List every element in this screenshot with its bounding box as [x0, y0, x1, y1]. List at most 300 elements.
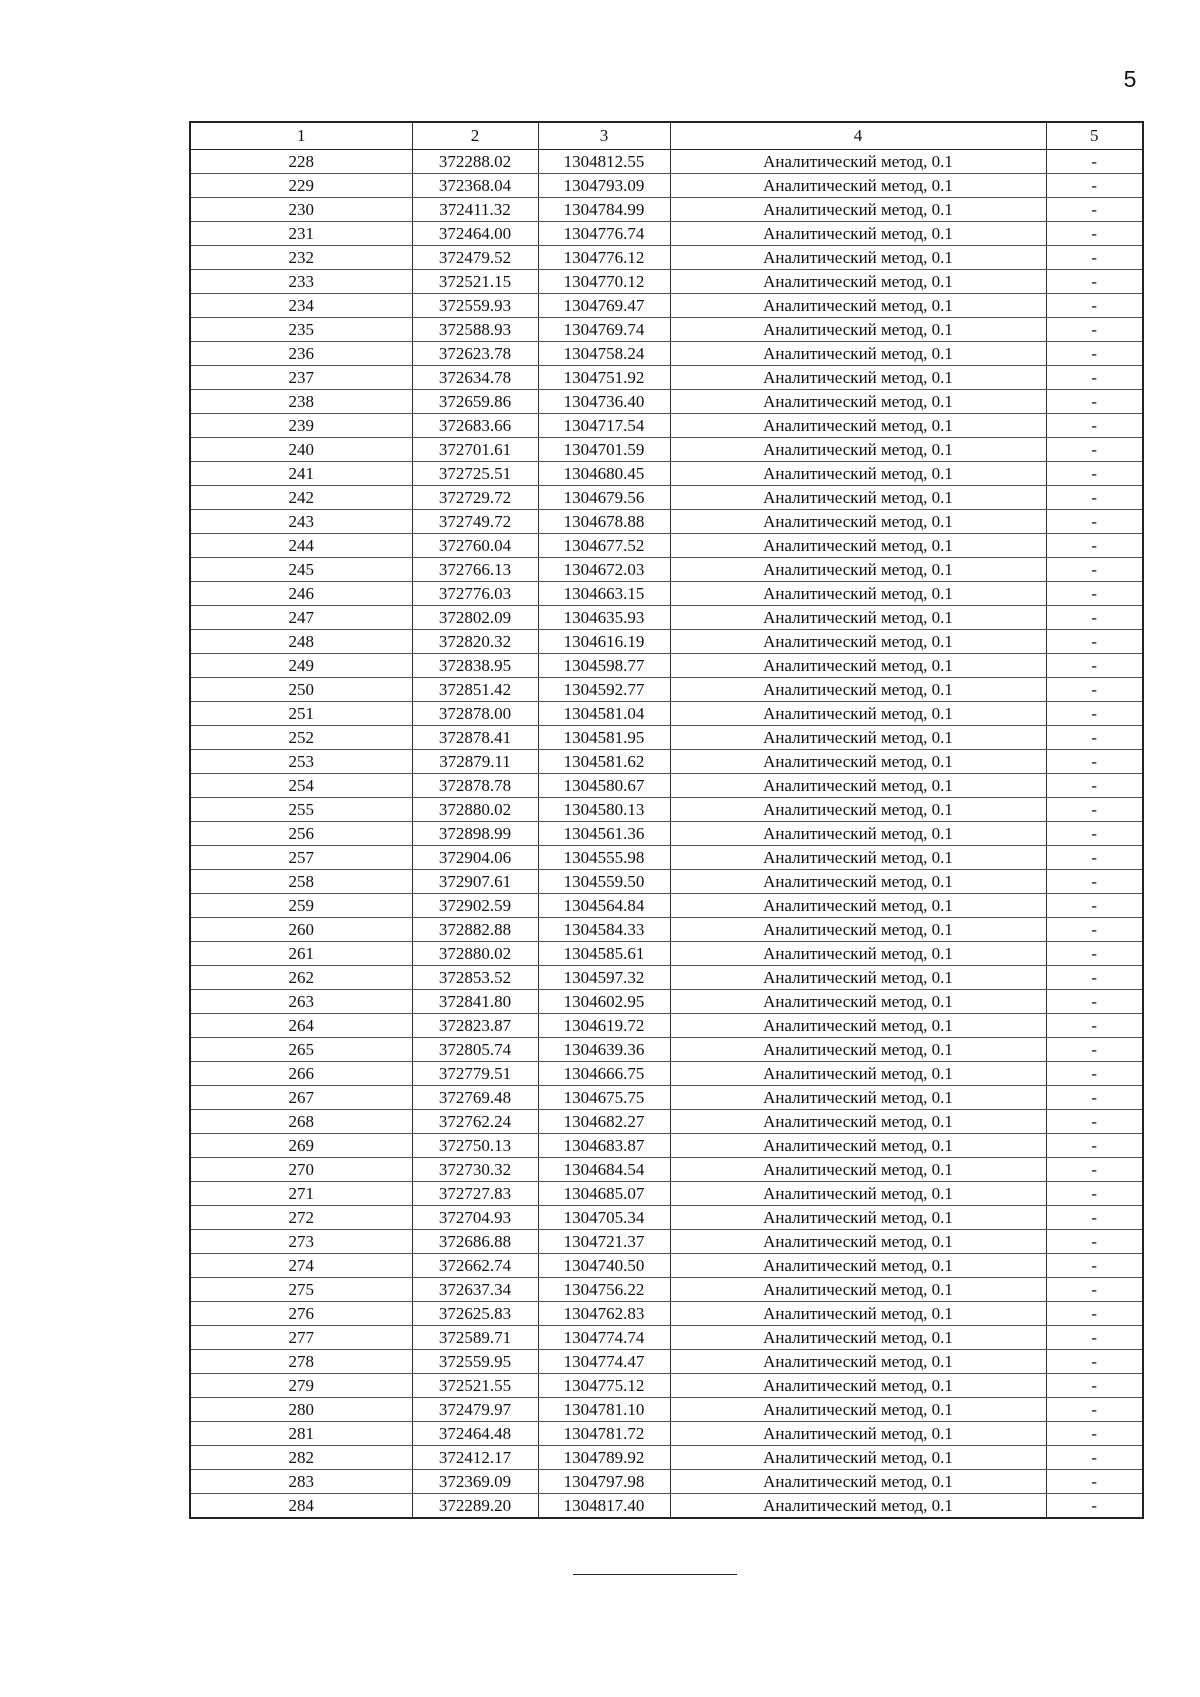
y-coordinate-cell: 1304789.92 — [538, 1446, 670, 1470]
x-coordinate-cell: 372907.61 — [412, 870, 538, 894]
x-coordinate-cell: 372662.74 — [412, 1254, 538, 1278]
table-body — [190, 150, 1143, 1519]
y-coordinate-cell: 1304616.19 — [538, 630, 670, 654]
point-number-cell: 282 — [190, 1446, 412, 1470]
x-coordinate-cell: 372880.02 — [412, 942, 538, 966]
x-coordinate-cell: 372730.32 — [412, 1158, 538, 1182]
y-coordinate-cell: 1304672.03 — [538, 558, 670, 582]
point-number-cell: 265 — [190, 1038, 412, 1062]
y-coordinate-cell: 1304756.22 — [538, 1278, 670, 1302]
method-cell: Аналитический метод, 0.1 — [670, 342, 1046, 366]
point-number-cell: 236 — [190, 342, 412, 366]
x-coordinate-cell: 372288.02 — [412, 150, 538, 174]
note-cell: - — [1046, 1062, 1143, 1086]
x-coordinate-cell: 372802.09 — [412, 606, 538, 630]
y-coordinate-cell: 1304597.32 — [538, 966, 670, 990]
y-coordinate-cell: 1304619.72 — [538, 1014, 670, 1038]
method-cell: Аналитический метод, 0.1 — [670, 1494, 1046, 1519]
point-number-cell: 272 — [190, 1206, 412, 1230]
note-cell: - — [1046, 1206, 1143, 1230]
x-coordinate-cell: 372634.78 — [412, 366, 538, 390]
method-cell: Аналитический метод, 0.1 — [670, 1278, 1046, 1302]
y-coordinate-cell: 1304639.36 — [538, 1038, 670, 1062]
point-number-cell: 256 — [190, 822, 412, 846]
point-number-cell: 273 — [190, 1230, 412, 1254]
note-cell: - — [1046, 1182, 1143, 1206]
y-coordinate-cell: 1304679.56 — [538, 486, 670, 510]
y-coordinate-cell: 1304592.77 — [538, 678, 670, 702]
x-coordinate-cell: 372805.74 — [412, 1038, 538, 1062]
method-cell: Аналитический метод, 0.1 — [670, 510, 1046, 534]
note-cell: - — [1046, 318, 1143, 342]
table-row — [190, 510, 1143, 534]
point-number-cell: 251 — [190, 702, 412, 726]
x-coordinate-cell: 372878.78 — [412, 774, 538, 798]
note-cell: - — [1046, 342, 1143, 366]
note-cell: - — [1046, 390, 1143, 414]
table-row — [190, 654, 1143, 678]
point-number-cell: 283 — [190, 1470, 412, 1494]
note-cell: - — [1046, 198, 1143, 222]
method-cell: Аналитический метод, 0.1 — [670, 1086, 1046, 1110]
note-cell: - — [1046, 822, 1143, 846]
x-coordinate-cell: 372412.17 — [412, 1446, 538, 1470]
x-coordinate-cell: 372880.02 — [412, 798, 538, 822]
x-coordinate-cell: 372589.71 — [412, 1326, 538, 1350]
x-coordinate-cell: 372368.04 — [412, 174, 538, 198]
y-coordinate-cell: 1304812.55 — [538, 150, 670, 174]
method-cell: Аналитический метод, 0.1 — [670, 1062, 1046, 1086]
x-coordinate-cell: 372769.48 — [412, 1086, 538, 1110]
method-cell: Аналитический метод, 0.1 — [670, 150, 1046, 174]
x-coordinate-cell: 372779.51 — [412, 1062, 538, 1086]
point-number-cell: 277 — [190, 1326, 412, 1350]
point-number-cell: 263 — [190, 990, 412, 1014]
table-row — [190, 1374, 1143, 1398]
note-cell: - — [1046, 1158, 1143, 1182]
point-number-cell: 243 — [190, 510, 412, 534]
table-row — [190, 1254, 1143, 1278]
method-cell: Аналитический метод, 0.1 — [670, 630, 1046, 654]
y-coordinate-cell: 1304684.54 — [538, 1158, 670, 1182]
x-coordinate-cell: 372878.00 — [412, 702, 538, 726]
x-coordinate-cell: 372902.59 — [412, 894, 538, 918]
y-coordinate-cell: 1304774.74 — [538, 1326, 670, 1350]
point-number-cell: 230 — [190, 198, 412, 222]
table-row — [190, 318, 1143, 342]
table-row — [190, 222, 1143, 246]
table-row — [190, 1326, 1143, 1350]
x-coordinate-cell: 372898.99 — [412, 822, 538, 846]
method-cell: Аналитический метод, 0.1 — [670, 198, 1046, 222]
point-number-cell: 264 — [190, 1014, 412, 1038]
x-coordinate-cell: 372521.15 — [412, 270, 538, 294]
table-row — [190, 942, 1143, 966]
header-cell-4: 4 — [670, 122, 1046, 150]
method-cell: Аналитический метод, 0.1 — [670, 1398, 1046, 1422]
y-coordinate-cell: 1304675.75 — [538, 1086, 670, 1110]
x-coordinate-cell: 372637.34 — [412, 1278, 538, 1302]
note-cell: - — [1046, 150, 1143, 174]
method-cell: Аналитический метод, 0.1 — [670, 870, 1046, 894]
method-cell: Аналитический метод, 0.1 — [670, 582, 1046, 606]
table-row — [190, 1182, 1143, 1206]
table-row — [190, 1110, 1143, 1134]
y-coordinate-cell: 1304774.47 — [538, 1350, 670, 1374]
point-number-cell: 239 — [190, 414, 412, 438]
method-cell: Аналитический метод, 0.1 — [670, 174, 1046, 198]
table-row — [190, 582, 1143, 606]
note-cell: - — [1046, 798, 1143, 822]
method-cell: Аналитический метод, 0.1 — [670, 486, 1046, 510]
y-coordinate-cell: 1304793.09 — [538, 174, 670, 198]
y-coordinate-cell: 1304740.50 — [538, 1254, 670, 1278]
table-row — [190, 1086, 1143, 1110]
note-cell: - — [1046, 774, 1143, 798]
x-coordinate-cell: 372776.03 — [412, 582, 538, 606]
table-row — [190, 534, 1143, 558]
method-cell: Аналитический метод, 0.1 — [670, 1326, 1046, 1350]
point-number-cell: 255 — [190, 798, 412, 822]
header-row — [190, 122, 1143, 150]
point-number-cell: 275 — [190, 1278, 412, 1302]
y-coordinate-cell: 1304581.62 — [538, 750, 670, 774]
x-coordinate-cell: 372879.11 — [412, 750, 538, 774]
note-cell: - — [1046, 294, 1143, 318]
x-coordinate-cell: 372559.95 — [412, 1350, 538, 1374]
point-number-cell: 257 — [190, 846, 412, 870]
table-row — [190, 966, 1143, 990]
x-coordinate-cell: 372762.24 — [412, 1110, 538, 1134]
header-cell-5: 5 — [1046, 122, 1143, 150]
point-number-cell: 253 — [190, 750, 412, 774]
table-row — [190, 726, 1143, 750]
y-coordinate-cell: 1304817.40 — [538, 1494, 670, 1519]
point-number-cell: 254 — [190, 774, 412, 798]
note-cell: - — [1046, 726, 1143, 750]
y-coordinate-cell: 1304705.34 — [538, 1206, 670, 1230]
y-coordinate-cell: 1304585.61 — [538, 942, 670, 966]
point-number-cell: 279 — [190, 1374, 412, 1398]
table-row — [190, 198, 1143, 222]
method-cell: Аналитический метод, 0.1 — [670, 534, 1046, 558]
point-number-cell: 284 — [190, 1494, 412, 1519]
point-number-cell: 231 — [190, 222, 412, 246]
table-row — [190, 366, 1143, 390]
header-cell-2: 2 — [412, 122, 538, 150]
table-row — [190, 1446, 1143, 1470]
x-coordinate-cell: 372521.55 — [412, 1374, 538, 1398]
x-coordinate-cell: 372623.78 — [412, 342, 538, 366]
y-coordinate-cell: 1304685.07 — [538, 1182, 670, 1206]
table-row — [190, 1302, 1143, 1326]
table-row — [190, 462, 1143, 486]
footnote-separator-line — [573, 1574, 737, 1575]
method-cell: Аналитический метод, 0.1 — [670, 1014, 1046, 1038]
x-coordinate-cell: 372464.00 — [412, 222, 538, 246]
method-cell: Аналитический метод, 0.1 — [670, 1230, 1046, 1254]
method-cell: Аналитический метод, 0.1 — [670, 606, 1046, 630]
note-cell: - — [1046, 174, 1143, 198]
table-row — [190, 798, 1143, 822]
note-cell: - — [1046, 510, 1143, 534]
point-number-cell: 260 — [190, 918, 412, 942]
x-coordinate-cell: 372683.66 — [412, 414, 538, 438]
coordinates-table — [189, 121, 1144, 1519]
y-coordinate-cell: 1304663.15 — [538, 582, 670, 606]
table-row — [190, 414, 1143, 438]
point-number-cell: 241 — [190, 462, 412, 486]
x-coordinate-cell: 372749.72 — [412, 510, 538, 534]
y-coordinate-cell: 1304677.52 — [538, 534, 670, 558]
point-number-cell: 249 — [190, 654, 412, 678]
method-cell: Аналитический метод, 0.1 — [670, 1254, 1046, 1278]
point-number-cell: 246 — [190, 582, 412, 606]
table-row — [190, 918, 1143, 942]
table-row — [190, 630, 1143, 654]
method-cell: Аналитический метод, 0.1 — [670, 366, 1046, 390]
y-coordinate-cell: 1304721.37 — [538, 1230, 670, 1254]
y-coordinate-cell: 1304678.88 — [538, 510, 670, 534]
x-coordinate-cell: 372464.48 — [412, 1422, 538, 1446]
point-number-cell: 268 — [190, 1110, 412, 1134]
note-cell: - — [1046, 1014, 1143, 1038]
method-cell: Аналитический метод, 0.1 — [670, 294, 1046, 318]
point-number-cell: 278 — [190, 1350, 412, 1374]
method-cell: Аналитический метод, 0.1 — [670, 246, 1046, 270]
note-cell: - — [1046, 894, 1143, 918]
method-cell: Аналитический метод, 0.1 — [670, 918, 1046, 942]
method-cell: Аналитический метод, 0.1 — [670, 726, 1046, 750]
note-cell: - — [1046, 990, 1143, 1014]
x-coordinate-cell: 372760.04 — [412, 534, 538, 558]
note-cell: - — [1046, 1374, 1143, 1398]
point-number-cell: 266 — [190, 1062, 412, 1086]
point-number-cell: 276 — [190, 1302, 412, 1326]
table-row — [190, 1278, 1143, 1302]
x-coordinate-cell: 372838.95 — [412, 654, 538, 678]
method-cell: Аналитический метод, 0.1 — [670, 966, 1046, 990]
table-row — [190, 390, 1143, 414]
x-coordinate-cell: 372479.52 — [412, 246, 538, 270]
method-cell: Аналитический метод, 0.1 — [670, 1206, 1046, 1230]
method-cell: Аналитический метод, 0.1 — [670, 1446, 1046, 1470]
method-cell: Аналитический метод, 0.1 — [670, 1470, 1046, 1494]
note-cell: - — [1046, 942, 1143, 966]
note-cell: - — [1046, 1422, 1143, 1446]
table-row — [190, 1470, 1143, 1494]
point-number-cell: 235 — [190, 318, 412, 342]
x-coordinate-cell: 372411.32 — [412, 198, 538, 222]
note-cell: - — [1046, 1494, 1143, 1519]
note-cell: - — [1046, 534, 1143, 558]
y-coordinate-cell: 1304580.13 — [538, 798, 670, 822]
table-row — [190, 342, 1143, 366]
table-row — [190, 1350, 1143, 1374]
note-cell: - — [1046, 558, 1143, 582]
table-row — [190, 678, 1143, 702]
point-number-cell: 245 — [190, 558, 412, 582]
table-row — [190, 1014, 1143, 1038]
method-cell: Аналитический метод, 0.1 — [670, 1110, 1046, 1134]
table-row — [190, 294, 1143, 318]
y-coordinate-cell: 1304564.84 — [538, 894, 670, 918]
note-cell: - — [1046, 1254, 1143, 1278]
y-coordinate-cell: 1304758.24 — [538, 342, 670, 366]
method-cell: Аналитический метод, 0.1 — [670, 1182, 1046, 1206]
y-coordinate-cell: 1304559.50 — [538, 870, 670, 894]
table-row — [190, 486, 1143, 510]
note-cell: - — [1046, 1446, 1143, 1470]
method-cell: Аналитический метод, 0.1 — [670, 462, 1046, 486]
note-cell: - — [1046, 630, 1143, 654]
method-cell: Аналитический метод, 0.1 — [670, 894, 1046, 918]
note-cell: - — [1046, 1230, 1143, 1254]
y-coordinate-cell: 1304751.92 — [538, 366, 670, 390]
y-coordinate-cell: 1304666.75 — [538, 1062, 670, 1086]
note-cell: - — [1046, 1110, 1143, 1134]
point-number-cell: 269 — [190, 1134, 412, 1158]
table-row — [190, 774, 1143, 798]
table-row — [190, 270, 1143, 294]
x-coordinate-cell: 372841.80 — [412, 990, 538, 1014]
point-number-cell: 229 — [190, 174, 412, 198]
x-coordinate-cell: 372625.83 — [412, 1302, 538, 1326]
table-row — [190, 870, 1143, 894]
y-coordinate-cell: 1304581.04 — [538, 702, 670, 726]
method-cell: Аналитический метод, 0.1 — [670, 678, 1046, 702]
method-cell: Аналитический метод, 0.1 — [670, 390, 1046, 414]
note-cell: - — [1046, 1350, 1143, 1374]
point-number-cell: 267 — [190, 1086, 412, 1110]
y-coordinate-cell: 1304555.98 — [538, 846, 670, 870]
table-row — [190, 1158, 1143, 1182]
table-row — [190, 702, 1143, 726]
note-cell: - — [1046, 582, 1143, 606]
table-row — [190, 1398, 1143, 1422]
point-number-cell: 248 — [190, 630, 412, 654]
point-number-cell: 234 — [190, 294, 412, 318]
note-cell: - — [1046, 366, 1143, 390]
x-coordinate-cell: 372882.88 — [412, 918, 538, 942]
y-coordinate-cell: 1304762.83 — [538, 1302, 670, 1326]
y-coordinate-cell: 1304682.27 — [538, 1110, 670, 1134]
point-number-cell: 238 — [190, 390, 412, 414]
note-cell: - — [1046, 1470, 1143, 1494]
x-coordinate-cell: 372766.13 — [412, 558, 538, 582]
y-coordinate-cell: 1304797.98 — [538, 1470, 670, 1494]
note-cell: - — [1046, 270, 1143, 294]
table-row — [190, 606, 1143, 630]
note-cell: - — [1046, 750, 1143, 774]
table-row — [190, 246, 1143, 270]
method-cell: Аналитический метод, 0.1 — [670, 414, 1046, 438]
x-coordinate-cell: 372289.20 — [412, 1494, 538, 1519]
y-coordinate-cell: 1304776.74 — [538, 222, 670, 246]
table-row — [190, 1206, 1143, 1230]
y-coordinate-cell: 1304598.77 — [538, 654, 670, 678]
table-row — [190, 894, 1143, 918]
point-number-cell: 259 — [190, 894, 412, 918]
method-cell: Аналитический метод, 0.1 — [670, 1134, 1046, 1158]
point-number-cell: 232 — [190, 246, 412, 270]
note-cell: - — [1046, 222, 1143, 246]
note-cell: - — [1046, 1038, 1143, 1062]
y-coordinate-cell: 1304701.59 — [538, 438, 670, 462]
note-cell: - — [1046, 1134, 1143, 1158]
table-row — [190, 558, 1143, 582]
method-cell: Аналитический метод, 0.1 — [670, 750, 1046, 774]
x-coordinate-cell: 372559.93 — [412, 294, 538, 318]
x-coordinate-cell: 372729.72 — [412, 486, 538, 510]
point-number-cell: 281 — [190, 1422, 412, 1446]
note-cell: - — [1046, 966, 1143, 990]
table-row — [190, 750, 1143, 774]
method-cell: Аналитический метод, 0.1 — [670, 1038, 1046, 1062]
note-cell: - — [1046, 702, 1143, 726]
note-cell: - — [1046, 606, 1143, 630]
x-coordinate-cell: 372750.13 — [412, 1134, 538, 1158]
x-coordinate-cell: 372704.93 — [412, 1206, 538, 1230]
table-row — [190, 1494, 1143, 1519]
note-cell: - — [1046, 1278, 1143, 1302]
point-number-cell: 237 — [190, 366, 412, 390]
point-number-cell: 258 — [190, 870, 412, 894]
x-coordinate-cell: 372701.61 — [412, 438, 538, 462]
method-cell: Аналитический метод, 0.1 — [670, 558, 1046, 582]
note-cell: - — [1046, 1326, 1143, 1350]
y-coordinate-cell: 1304584.33 — [538, 918, 670, 942]
method-cell: Аналитический метод, 0.1 — [670, 1350, 1046, 1374]
y-coordinate-cell: 1304580.67 — [538, 774, 670, 798]
x-coordinate-cell: 372479.97 — [412, 1398, 538, 1422]
point-number-cell: 280 — [190, 1398, 412, 1422]
x-coordinate-cell: 372853.52 — [412, 966, 538, 990]
point-number-cell: 261 — [190, 942, 412, 966]
table-row — [190, 174, 1143, 198]
method-cell: Аналитический метод, 0.1 — [670, 798, 1046, 822]
point-number-cell: 242 — [190, 486, 412, 510]
method-cell: Аналитический метод, 0.1 — [670, 1302, 1046, 1326]
x-coordinate-cell: 372727.83 — [412, 1182, 538, 1206]
point-number-cell: 244 — [190, 534, 412, 558]
note-cell: - — [1046, 918, 1143, 942]
point-number-cell: 274 — [190, 1254, 412, 1278]
y-coordinate-cell: 1304717.54 — [538, 414, 670, 438]
table-row — [190, 822, 1143, 846]
y-coordinate-cell: 1304770.12 — [538, 270, 670, 294]
header-cell-3: 3 — [538, 122, 670, 150]
y-coordinate-cell: 1304581.95 — [538, 726, 670, 750]
table-row — [190, 150, 1143, 174]
y-coordinate-cell: 1304602.95 — [538, 990, 670, 1014]
method-cell: Аналитический метод, 0.1 — [670, 318, 1046, 342]
method-cell: Аналитический метод, 0.1 — [670, 438, 1046, 462]
x-coordinate-cell: 372659.86 — [412, 390, 538, 414]
y-coordinate-cell: 1304635.93 — [538, 606, 670, 630]
y-coordinate-cell: 1304784.99 — [538, 198, 670, 222]
method-cell: Аналитический метод, 0.1 — [670, 942, 1046, 966]
y-coordinate-cell: 1304775.12 — [538, 1374, 670, 1398]
method-cell: Аналитический метод, 0.1 — [670, 846, 1046, 870]
x-coordinate-cell: 372686.88 — [412, 1230, 538, 1254]
note-cell: - — [1046, 1086, 1143, 1110]
note-cell: - — [1046, 654, 1143, 678]
point-number-cell: 247 — [190, 606, 412, 630]
note-cell: - — [1046, 678, 1143, 702]
x-coordinate-cell: 372725.51 — [412, 462, 538, 486]
x-coordinate-cell: 372823.87 — [412, 1014, 538, 1038]
